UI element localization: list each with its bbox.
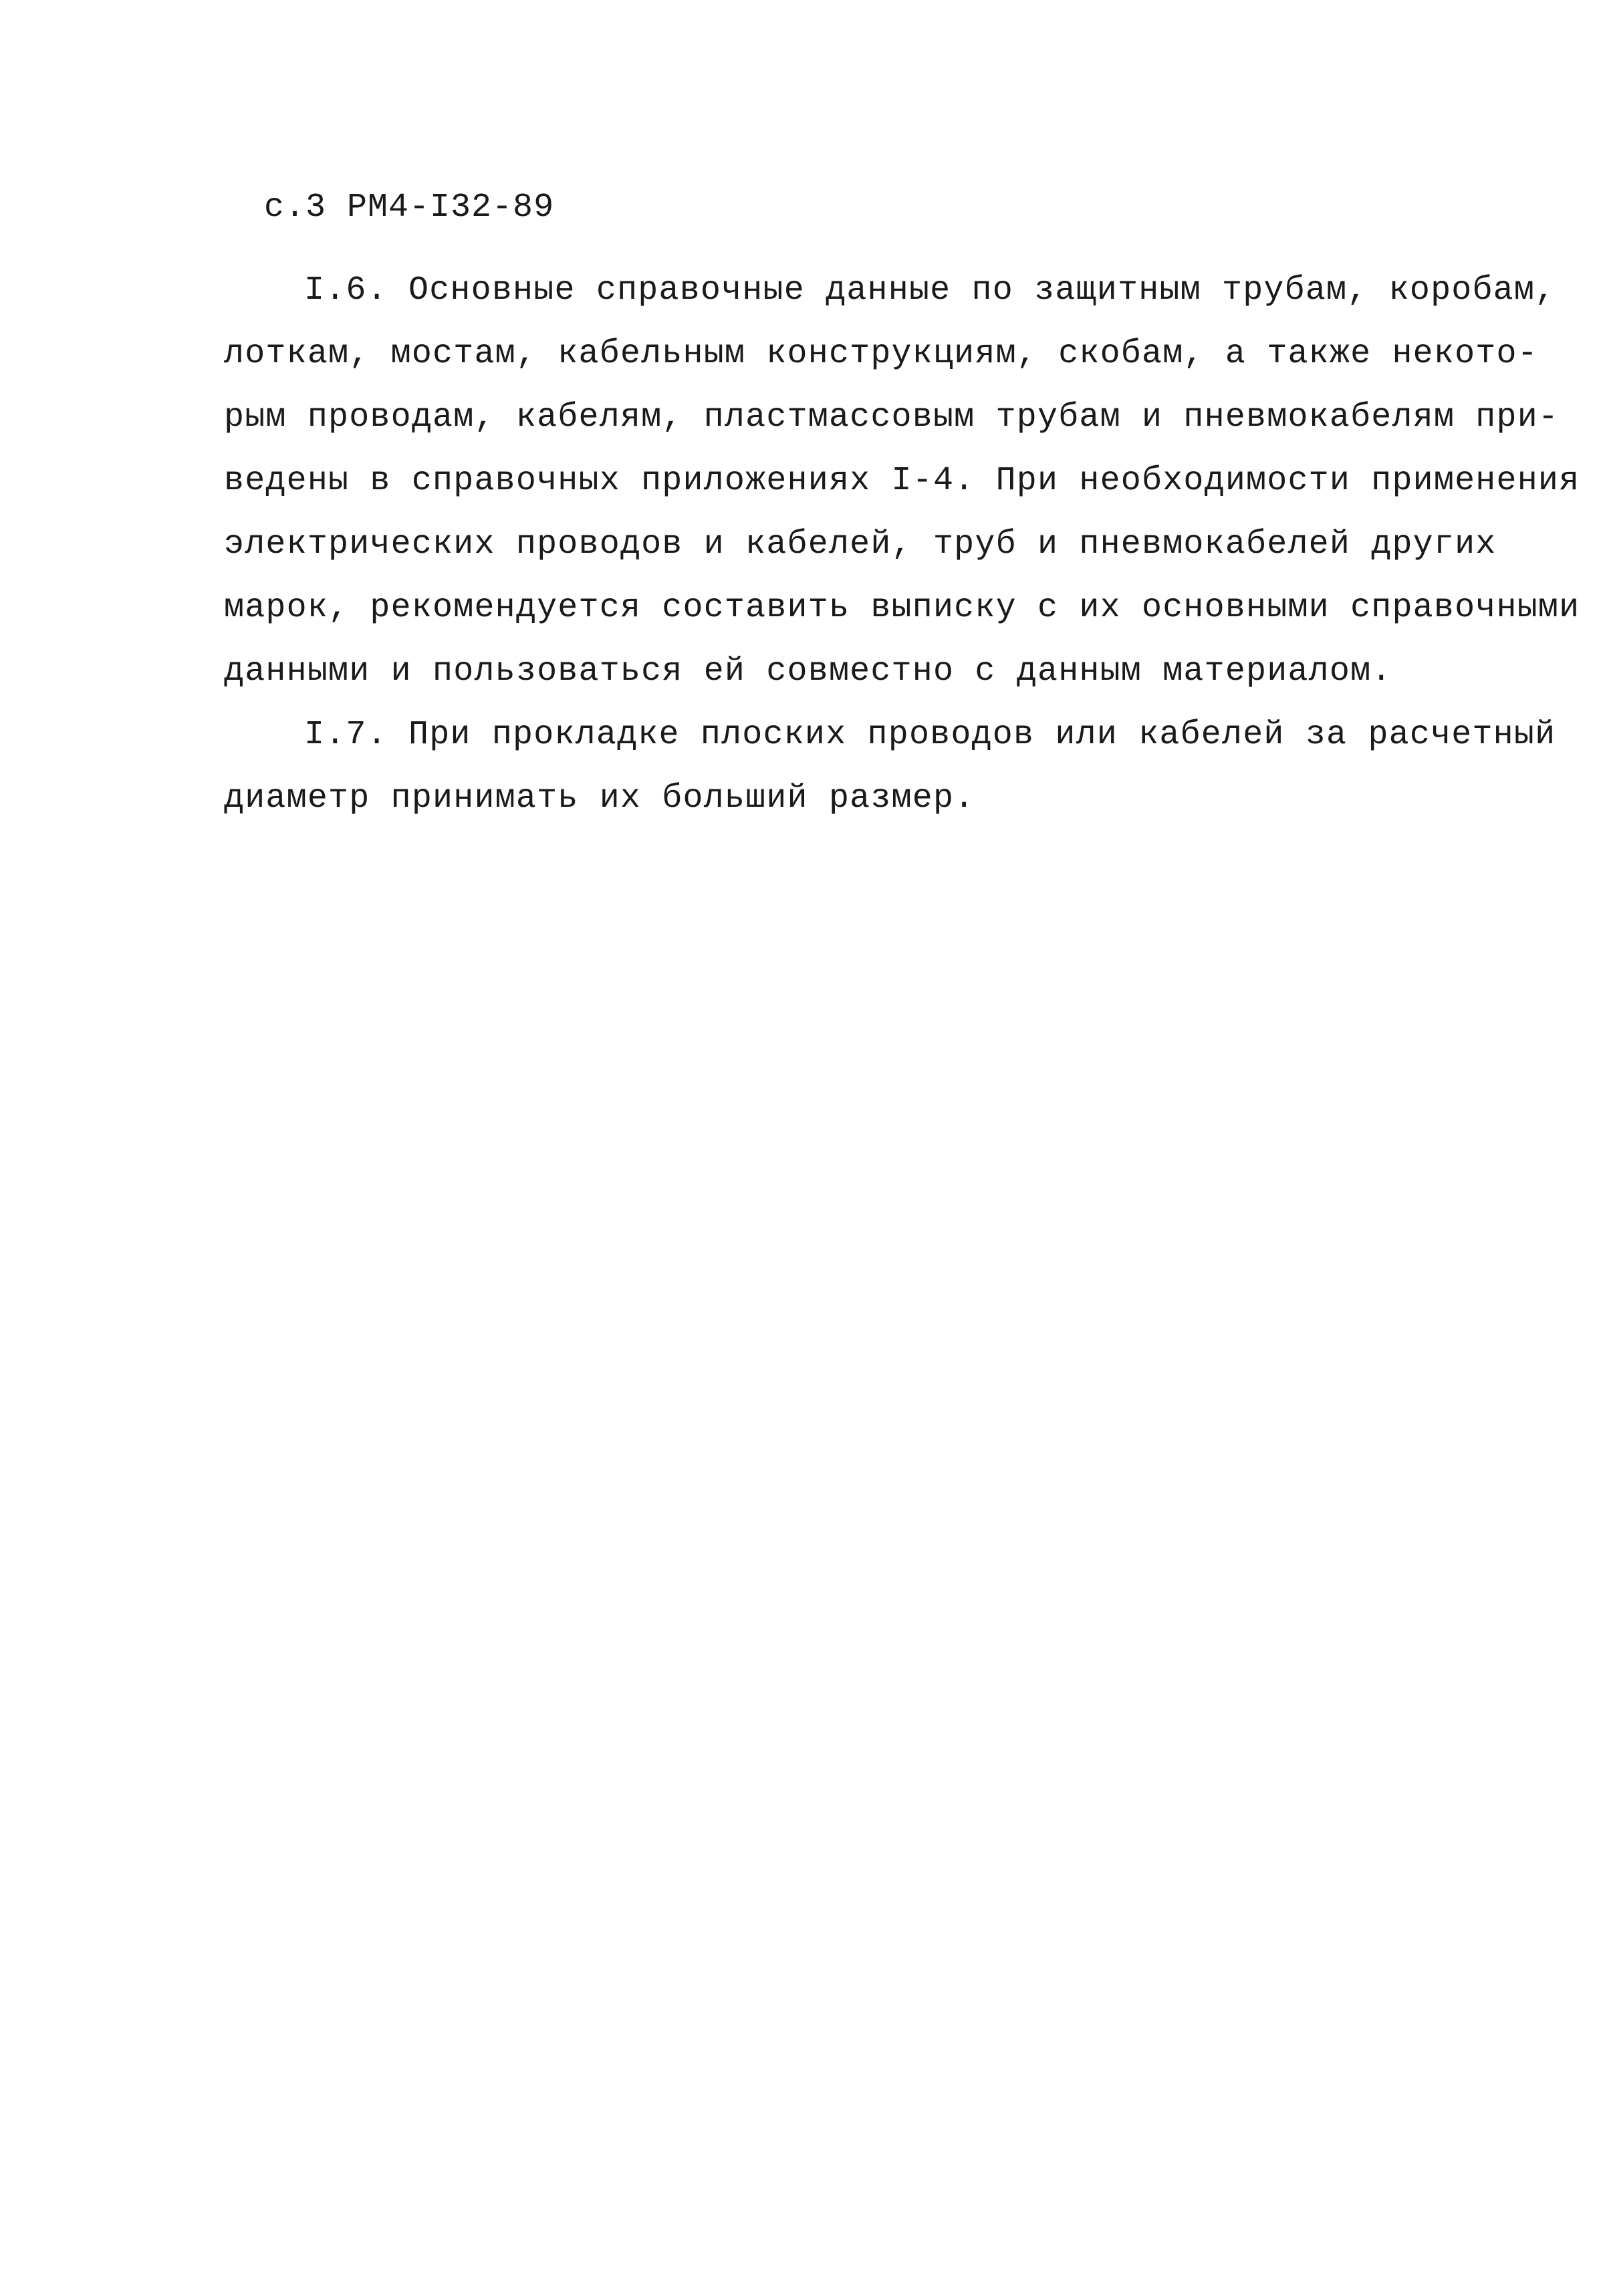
text-line: электрических проводов и кабелей, труб и пневмокабелей других — [224, 525, 1497, 563]
text-line: марок, рекомендуется составить выписку с их основными справочными — [224, 589, 1580, 627]
text-line: I.7. При прокладке плоских проводов или кабелей за расчетный — [304, 716, 1556, 754]
text-line: данными и пользоваться ей совместно с данным материалом. — [224, 652, 1392, 690]
text-line: I.6. Основные справочные данные по защитным трубам, коробам, — [304, 271, 1556, 309]
text-line: лоткам, мостам, кабельным конструкциям, скобам, а также некото- — [224, 335, 1538, 373]
text-line: ведены в справочных приложениях I-4. При необходимости применения — [224, 462, 1580, 500]
page-header: с.3 РМ4-I32-89 — [264, 188, 555, 227]
text-line: диаметр принимать их больший размер. — [224, 779, 975, 817]
text-line: рым проводам, кабелям, пластмассовым трубам и пневмокабелям при- — [224, 398, 1560, 436]
